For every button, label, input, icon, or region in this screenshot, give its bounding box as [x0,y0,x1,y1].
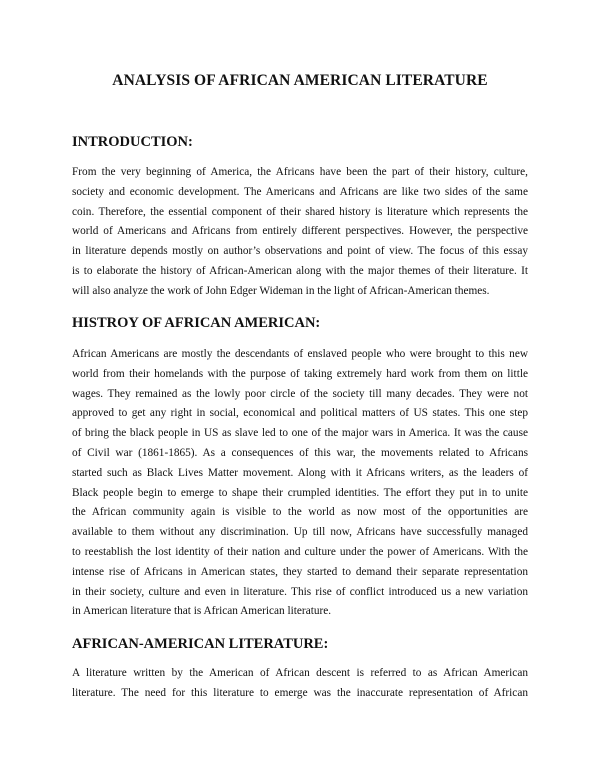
text-line: will also analyze the work of John Edger Wideman in the light of African-American themes. [72,284,490,297]
section-heading-history: HISTROY OF AFRICAN AMERICAN: [72,315,321,331]
text-line: world from their homelands with the purpose of taking extremely hard work from them on little [72,367,528,380]
text-line: world of Americans and Africans from entirely different perspectives. However, the perspective [72,225,528,238]
text-line: to reestablish the lost identity of their nation and culture under the power of Americans. With the [72,545,528,558]
text-line: of bring the black people in US as slave led to one of the major wars in America. It was the cause [72,427,528,440]
text-line: society and economic development. The Americans and Africans are like two sides of the same [72,185,528,198]
document-title: ANALYSIS OF AFRICAN AMERICAN LITERATURE [112,72,488,89]
text-line: in their society, culture and even in literature. This rise of conflict introduced us a new variation [72,585,528,598]
text-line: started such as Black Lives Matter movement. Along with it Africans writers, as the leaders of [72,466,528,479]
text-line: the African community again is visible to the world as now most of the opportunities are [72,506,528,519]
text-line: Black people begin to emerge to shape their crumpled identities. The effort they put in to unite [72,486,528,499]
paragraph-literature [72,664,528,704]
text-line: From the very beginning of America, the Africans have been the part of their history, culture, [72,166,528,178]
section-heading-introduction: INTRODUCTION: [72,134,193,150]
text-line: approved to get any right in social, economical and political matters of US states. This one step [72,407,528,420]
text-line: intense rise of Africans in American states, they started to demand their separate representation [72,565,528,578]
text-line: of Civil war (1861-1865). As a consequences of this war, the movements related to Africans [72,446,528,459]
text-line: coin. Therefore, the essential component of their shared history is literature which represents the [72,205,528,218]
paragraph-history [72,345,528,622]
text-line: African Americans are mostly the descendants of enslaved people who were brought to this new [72,348,528,360]
text-line: wages. They remained as the lowly poor circle of the society till many decades. They were not [72,387,528,400]
text-line: is to elaborate the history of African-American along with the major themes of their literature. It [72,264,528,277]
text-line: literature. The need for this literature to emerge was the inaccurate representation of African [72,686,528,699]
text-line: in American literature that is African American literature. [72,605,332,618]
text-line: available to them without any discrimination. Up till now, Africans have successfully managed [72,526,528,539]
paragraph-introduction [72,163,528,302]
text-line: A literature written by the American of African descent is referred to as African American [72,667,528,679]
section-heading-literature: AFRICAN-AMERICAN LITERATURE: [72,636,329,652]
text-line: in literature depends mostly on author’s observations and point of view. The focus of this essay [72,245,528,258]
